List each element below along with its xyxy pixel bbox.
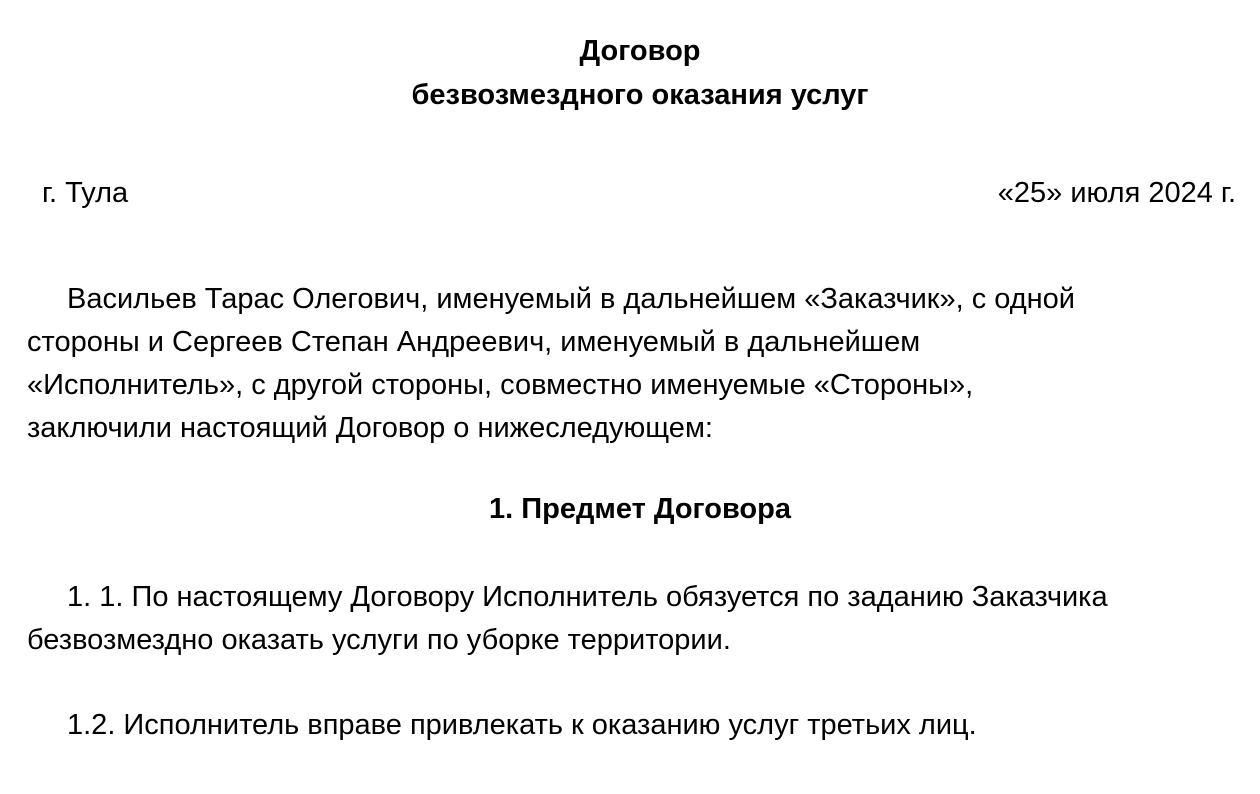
clause-1-1 — [27, 576, 1247, 662]
contract-place: г. Тула — [42, 177, 129, 209]
preamble-line: заключили настоящий Договор о нижеследующем: — [27, 412, 713, 444]
preamble-paragraph — [27, 278, 1227, 450]
document-title: Договор — [579, 35, 701, 67]
document-subtitle: безвозмездного оказания услуг — [411, 79, 869, 111]
clause-1-2 — [27, 704, 1247, 747]
clause-line: 1. 1. По настоящему Договору Исполнитель обязуется по заданию Заказчика — [67, 581, 1108, 613]
clause-line: безвозмездно оказать услуги по уборке территории. — [27, 624, 731, 656]
clause-line: 1.2. Исполнитель вправе привлекать к оказанию услуг третьих лиц. — [67, 709, 977, 741]
section-heading-subject: 1. Предмет Договора — [489, 493, 791, 525]
preamble-line: «Исполнитель», с другой стороны, совместно именуемые «Стороны», — [27, 369, 974, 401]
contract-date: «25» июля 2024 г. — [997, 177, 1236, 209]
preamble-line: Васильев Тарас Олегович, именуемый в дальнейшем «Заказчик», с одной — [67, 283, 1076, 315]
preamble-line: стороны и Сергеев Степан Андреевич, именуемый в дальнейшем — [27, 326, 921, 358]
